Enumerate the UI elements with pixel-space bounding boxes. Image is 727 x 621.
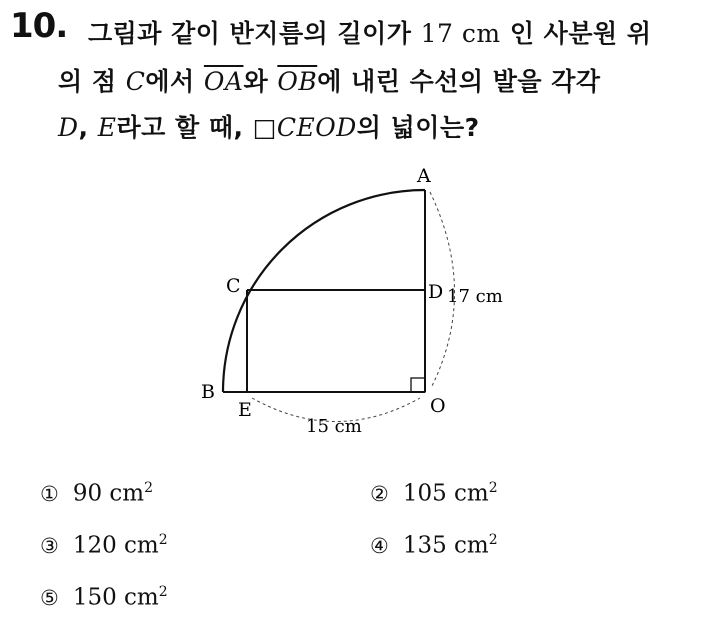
comma: ,	[78, 113, 89, 142]
right-angle-marker	[411, 378, 425, 392]
point-d: D	[58, 113, 79, 142]
choice-3-unit: cm	[124, 532, 159, 559]
point-e: E	[97, 113, 117, 142]
choice-2-unit: cm	[454, 480, 489, 507]
choice-2[interactable]	[370, 480, 498, 507]
segment-ob: $\overline{OB}$	[277, 67, 318, 96]
choice-3-value: 120	[72, 532, 117, 559]
choice-5-exp: 2	[158, 584, 168, 600]
choice-1-exp: 2	[144, 480, 154, 496]
shape-ceod: CEOD	[276, 113, 357, 142]
choice-1-value: 90	[72, 480, 103, 507]
radius-label: 17 cm	[447, 286, 503, 307]
segment-oa: $\overline{OA}$	[203, 67, 244, 96]
choice-4-unit: cm	[454, 532, 489, 559]
choice-1[interactable]	[40, 480, 153, 507]
choice-3[interactable]	[40, 532, 168, 559]
question-text-2b: 에서	[145, 67, 195, 96]
question-text-3a: 라고 할 때,	[116, 113, 244, 142]
question-text-2c: 와	[243, 67, 269, 96]
label-o: O	[430, 395, 446, 417]
choice-3-mark: ③	[40, 533, 59, 558]
square-symbol: □	[252, 113, 277, 142]
question-text-2d: 에 내린 수선의 발을 각각	[317, 67, 601, 96]
choice-4-mark: ④	[370, 533, 389, 558]
point-c: C	[125, 67, 146, 96]
question-text-1: 그림과 같이 반지름의 길이가	[88, 19, 412, 48]
choice-5-value: 150	[72, 584, 117, 611]
base-label: 15 cm	[306, 416, 362, 437]
choice-3-exp: 2	[158, 532, 168, 548]
choice-2-value: 105	[402, 480, 447, 507]
choice-4[interactable]	[370, 532, 498, 559]
question-number: 10.	[10, 6, 68, 46]
choice-1-unit: cm	[109, 480, 145, 507]
label-d: D	[428, 281, 444, 303]
question-text-1b: 인 사분원 위	[509, 19, 652, 48]
label-c: C	[226, 275, 241, 297]
choice-4-exp: 2	[488, 532, 498, 548]
choice-2-exp: 2	[488, 480, 498, 496]
choice-1-mark: ①	[40, 481, 59, 506]
question-text-3b: 의 넓이는?	[356, 113, 480, 142]
choice-2-mark: ②	[370, 481, 389, 506]
choice-5-mark: ⑤	[40, 585, 59, 610]
label-a: A	[417, 165, 431, 187]
label-b: B	[201, 381, 215, 403]
choice-5-unit: cm	[124, 584, 159, 611]
question-text-2a: 의 점	[58, 67, 117, 96]
choice-5[interactable]	[40, 584, 168, 611]
choice-4-value: 135	[402, 532, 447, 559]
radius-value: 17 cm	[420, 19, 501, 48]
label-e: E	[238, 399, 252, 421]
